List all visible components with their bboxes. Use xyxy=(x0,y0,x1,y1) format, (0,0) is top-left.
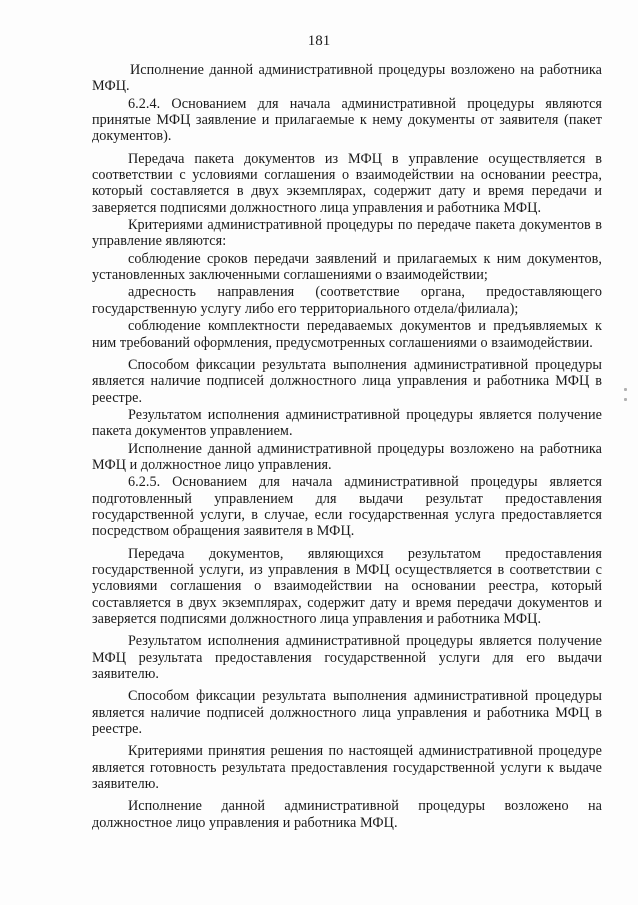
paragraph: соблюдение комплектности передаваемых документов и предъявляемых к ним требований оформления, предусмотренных соглашениями о взаимодействии. xyxy=(92,318,602,351)
document-body xyxy=(92,62,602,832)
page-number: 181 xyxy=(307,33,331,49)
paragraph: Передача пакета документов из МФЦ в управление осуществляется в соответствии с условиями соглашения о взаимодействии на основании реестра, который составляется в двух экземплярах, содержит дату и время передачи и заверяется подписями должностного лица управления и работника МФЦ. xyxy=(92,150,602,216)
scan-speck xyxy=(624,398,627,401)
paragraph: Результатом исполнения административной процедуры является получение МФЦ результата предоставления государственной услуги для его выдачи заявителю. xyxy=(92,633,602,683)
paragraph: Результатом исполнения административной процедуры является получение пакета документов управлением. xyxy=(92,406,602,440)
paragraph: 6.2.5. Основанием для начала административной процедуры является подготовленный управлением для выдачи результат предоставления государственной услуги, в случае, если государственная услуга предоставляется посредством обращения заявителя в МФЦ. xyxy=(92,474,602,540)
paragraph: Исполнение данной административной процедуры возложено на должностное лицо управления и работника МФЦ. xyxy=(92,798,602,831)
paragraph: Передача документов, являющихся результатом предоставления государственной услуги, из управления в МФЦ осуществляется в соответствии с условиями соглашения о взаимодействии на основании реестра, который составляется в двух экземплярах, содержит дату и время передачи документов и заверяется подписями должностного лица управления и работника МФЦ. xyxy=(92,545,602,627)
paragraph: Способом фиксации результата выполнения административной процедуры является наличие подписей должностного лица управления и работника МФЦ в реестре. xyxy=(92,356,602,406)
paragraph: соблюдение сроков передачи заявлений и прилагаемых к ним документов, установленных заключенными соглашениями о взаимодействии; xyxy=(92,250,602,284)
paragraph: адресность направления (соответствие органа, предоставляющего государственную услугу либо его территориального отдела/филиала); xyxy=(92,284,602,317)
paragraph: Исполнение данной административной процедуры возложено на работника МФЦ и должностное лицо управления. xyxy=(92,440,602,473)
scan-speck xyxy=(624,388,627,391)
paragraph: Критериями принятия решения по настоящей административной процедуре является готовность результата предоставления государственной услуги к выдаче заявителю. xyxy=(92,743,602,793)
paragraph: 6.2.4. Основанием для начала административной процедуры являются принятые МФЦ заявление и прилагаемые к нему документы от заявителя (пакет документов). xyxy=(92,95,602,145)
paragraph: Способом фиксации результата выполнения административной процедуры является наличие подписей должностного лица управления и работника МФЦ в реестре. xyxy=(92,688,602,738)
paragraph: Критериями административной процедуры по передаче пакета документов в управление являются: xyxy=(92,217,602,250)
paragraph: Исполнение данной административной процедуры возложено на работника МФЦ. xyxy=(92,62,602,95)
